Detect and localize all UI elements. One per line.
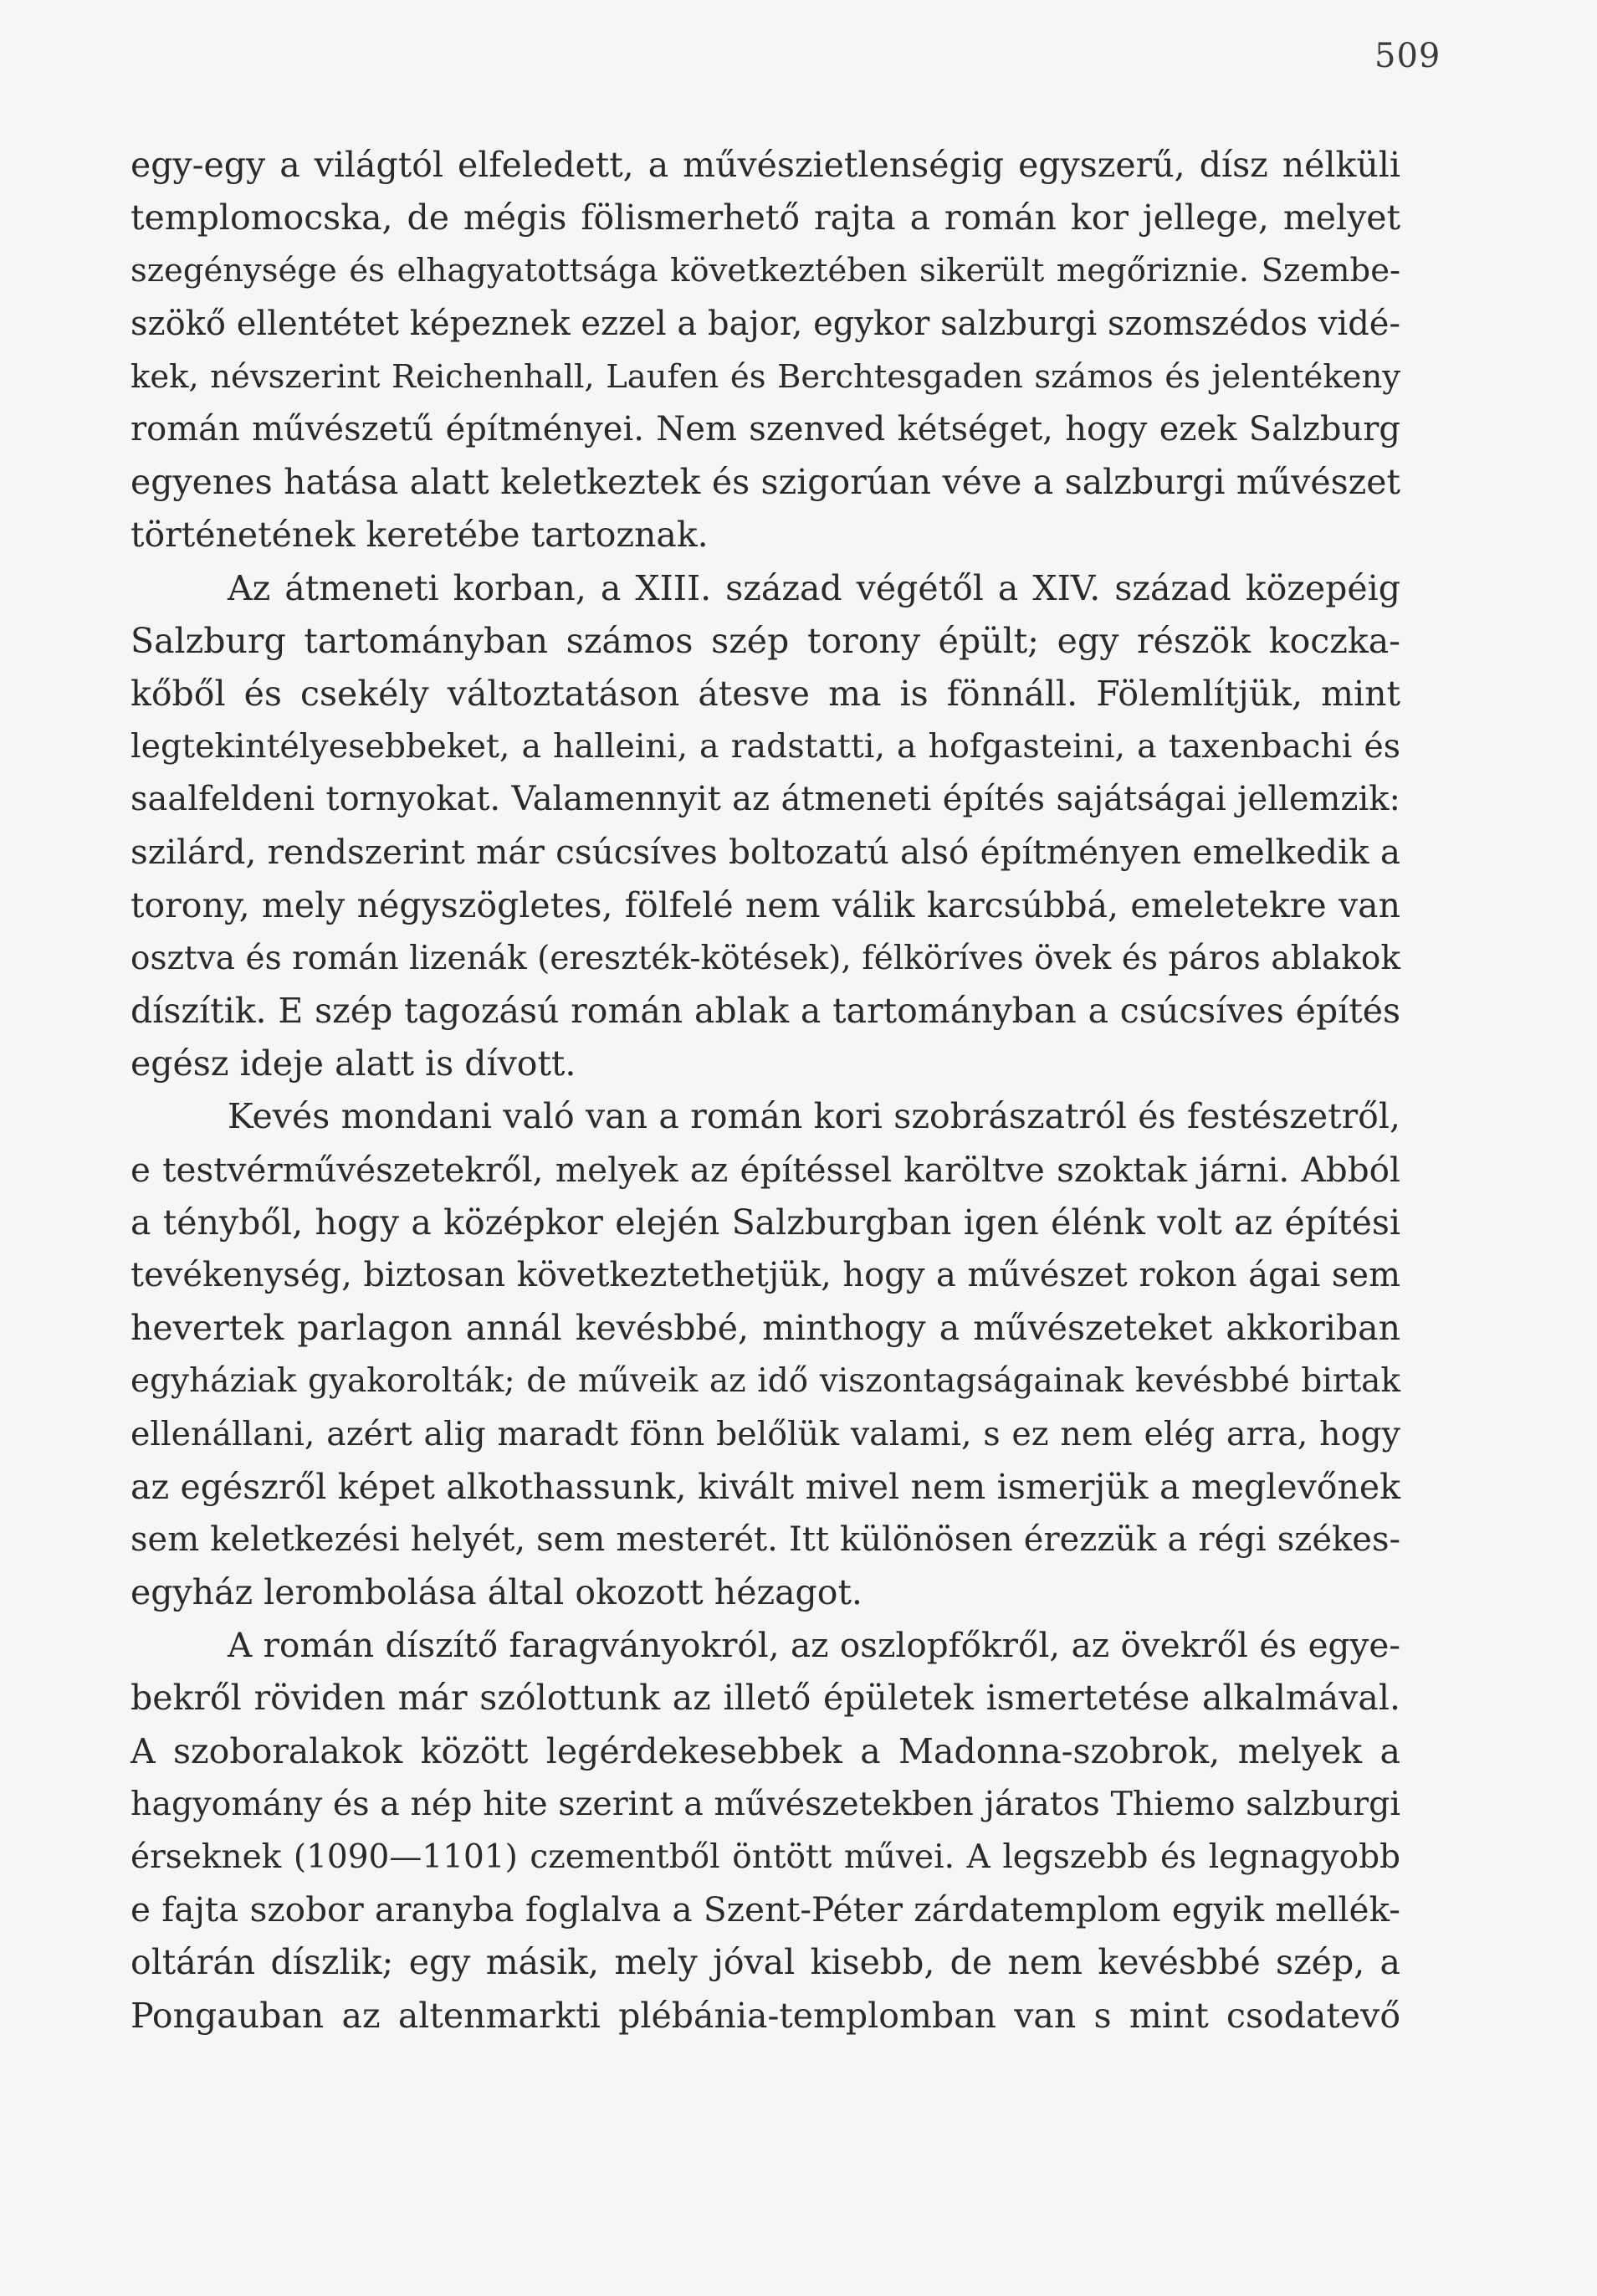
text-line: legtekintélyesebbeket, a halleini, a radstatti, a hofgasteini, a taxenbachi és — [131, 727, 1400, 766]
text-line: egyenes hatása alatt keletkeztek és szigorúan véve a salzburgi művészet — [131, 462, 1400, 503]
text-line: egy-egy a világtól elfeledett, a művészietlenségig egyszerű, dísz nélküli — [131, 145, 1400, 185]
text-line: bekről röviden már szólottunk az illető épületek ismertetése alkalmával. — [131, 1678, 1400, 1719]
text-line: az egészről képet alkothassunk, kivált mivel nem ismerjük a meglevőnek — [131, 1466, 1400, 1507]
body-text — [131, 139, 1400, 2042]
text-line: sem keletkezési helyét, sem mesterét. Itt különösen érezzük a régi székes- — [131, 1520, 1400, 1559]
text-line: román művészetű építményei. Nem szenved kétséget, hogy ezek Salzburg — [131, 409, 1400, 448]
text-line: érseknek (1090—1101) czementből öntött művei. A legszebb és legnagyobb — [131, 1838, 1400, 1876]
text-line: szegénysége és elhagyatottsága következtében sikerült megőriznie. Szembe- — [131, 252, 1400, 290]
text-line: osztva és román lizenák (ereszték-kötések), félköríves övek és páros ablakok — [131, 939, 1400, 977]
text-line: szilárd, rendszerint már csúcsíves boltozatú alsó építményen emelkedik a — [131, 832, 1400, 873]
text-line: e fajta szobor aranyba foglalva a Szent-Péter zárdatemplom egyik mellék- — [131, 1889, 1400, 1930]
text-line: Kevés mondani való van a román kori szobrászatról és festészetről, — [228, 1096, 1400, 1137]
text-line: egész ideje alatt is dívott. — [131, 1043, 576, 1084]
text-line: saalfeldeni tornyokat. Valamennyit az átmeneti építés sajátságai jellemzik: — [131, 780, 1400, 819]
text-line: torony, mely négyszögletes, fölfelé nem válik karcsúbbá, emeletekre van — [131, 884, 1400, 925]
text-line: történetének keretébe tartoznak. — [131, 515, 709, 556]
text-line: Pongauban az altenmarkti plébánia-templomban van s mint csodatevő — [131, 1995, 1400, 2036]
text-line: szökő ellentétet képeznek ezzel a bajor, egykor salzburgi szomszédos vidé- — [131, 304, 1400, 343]
text-line: a tényből, hogy a középkor elején Salzburgban igen élénk volt az építési — [131, 1202, 1400, 1243]
text-line: templomocska, de mégis fölismerhető rajta a román kor jellege, melyet — [131, 197, 1400, 238]
page-number: 509 — [1374, 37, 1441, 75]
text-line: hagyomány és a nép hite szerint a művészetekben járatos Thiemo salzburgi — [131, 1784, 1400, 1823]
text-line: oltárán díszlik; egy másik, mely jóval kisebb, de nem kevésbbé szép, a — [131, 1942, 1400, 1983]
text-line: tevékenység, biztosan következtethetjük, hogy a művészet rokon ágai sem — [131, 1255, 1400, 1294]
text-line: hevertek parlagon annál kevésbbé, minthogy a művészeteket akkoriban — [131, 1308, 1400, 1349]
text-line: egyház lerombolása által okozott hézagot. — [131, 1572, 862, 1613]
text-line: e testvérművészetekről, melyek az építéssel karöltve szoktak járni. Abból — [131, 1149, 1400, 1190]
text-line: díszítik. E szép tagozású román ablak a tartományban a csúcsíves építés — [131, 991, 1400, 1031]
text-line: Az átmeneti korban, a XIII. század végétől a XIV. század közepéig — [228, 567, 1400, 608]
text-line: kőből és csekély változtatáson átesve ma is fönnáll. Fölemlítjük, mint — [131, 673, 1400, 714]
text-line: egyháziak gyakorolták; de műveik az idő viszontagságainak kevésbbé birtak — [131, 1362, 1400, 1401]
text-line: Salzburg tartományban számos szép torony épült; egy részök koczka- — [131, 620, 1400, 661]
text-line: A szoboralakok között legérdekesebbek a Madonna-szobrok, melyek a — [131, 1730, 1400, 1771]
text-line: kek, névszerint Reichenhall, Laufen és Berchtesgaden számos és jelentékeny — [131, 357, 1400, 396]
text-line: ellenállani, azért alig maradt fönn belőlük valami, s ez nem elég arra, hogy — [131, 1414, 1400, 1453]
text-line: A román díszítő faragványokról, az oszlopfőkről, az övekről és egye- — [228, 1625, 1400, 1666]
